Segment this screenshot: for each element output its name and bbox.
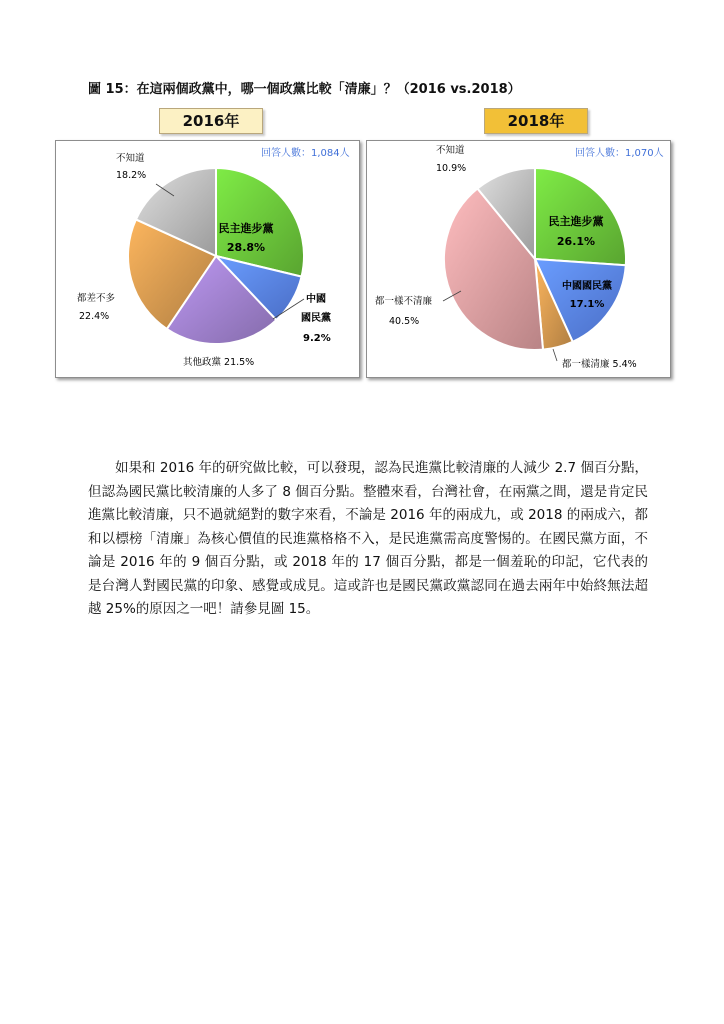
slice-value-dpp-2018: 26.1% [556,235,596,248]
pie-2018-slices [444,168,626,350]
slice-label-clean-2018: 都一樣清廉 5.4% [562,359,637,370]
slice-value-dk-2016: 18.2% [116,170,147,181]
slice-value-kmt-2016: 9.2% [303,333,331,344]
year-badge-2016: 2016年 [159,108,263,134]
slice-label-dpp-2018: 民主進步黨 [548,215,604,228]
respondents-label-2016: 回答人數：1,084人 [261,148,350,159]
pie-chart-2016-svg [56,141,359,377]
pie-2016-slices [128,168,304,344]
year-badge-2018: 2018年 [484,108,588,134]
figure-title: 圖 15：在這兩個政黨中，哪一個政黨比較「清廉」？（2016 vs.2018） [88,82,521,97]
slice-label-dk-2018: 不知道 [436,145,465,156]
slice-label-same-2016: 都差不多 [77,293,116,304]
slice-value-same-2016: 22.4% [79,311,110,322]
slice-label-notclean-2018: 都一樣不清廉 [375,296,433,307]
analysis-paragraph: 如果和 2016 年的研究做比較，可以發現，認為民進黨比較清廉的人減少 2.7 個百分點，但認為國民黨比較清廉的人多了 8 個百分點。整體來看，台灣社會，在兩黨之間，還是肯定民進黨比較清廉，只不過就絕對的數字來看，不論是 2016 年的兩成九，或 2018 的兩成六，都和以標榜「清廉」為核心價值的民進黨格格不入，是民進黨需高度警惕的。在國民黨方面，不論是 2016 年的 9 個百分點，或 2018 年的 17 個百分點，都是一個羞恥的印記，它代表的是台灣人對國民黨的印象、感覺或成見。這或許也是國民黨政黨認同在過去兩年中始終無法超越 25%的原因之一吧！請參見圖 15。 [88,460,648,617]
slice-value-kmt-2018: 17.1% [569,299,605,310]
slice-label-kmt-2018: 中國國民黨 [562,281,612,292]
slice-value-notclean-2018: 40.5% [389,316,420,327]
respondents-label-2018: 回答人數：1,070人 [575,148,664,159]
slice-label-kmt-2016-line2: 國民黨 [301,313,331,324]
slice-value-dpp-2016: 28.8% [226,241,266,254]
pie-chart-2018-svg [367,141,670,377]
pie-chart-2016 [55,140,360,378]
slice-value-dk-2018: 10.9% [436,163,467,174]
slice-label-dk-2016: 不知道 [116,153,145,164]
slice-label-other-2016: 其他政黨 21.5% [183,357,255,368]
slice-label-kmt-2016-line1: 中國 [306,294,326,305]
leader-line-clean-2018 [553,349,557,361]
slice-label-dpp-2016: 民主進步黨 [218,222,274,235]
pie-chart-2018 [366,140,671,378]
